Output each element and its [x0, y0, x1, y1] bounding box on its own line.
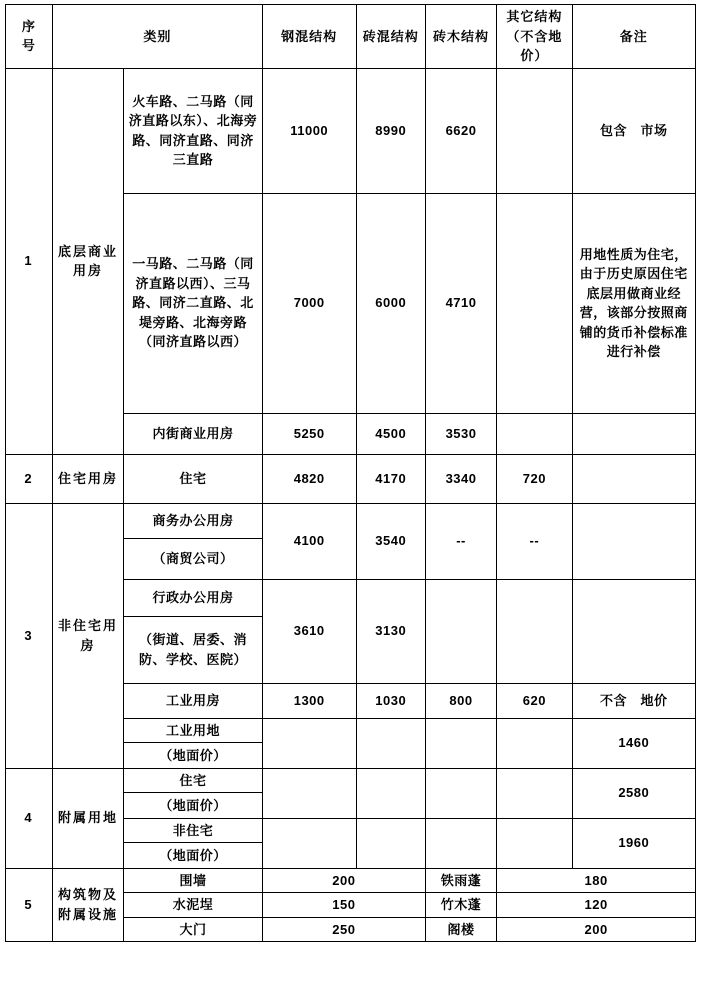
row-other-2-1: 720 — [497, 454, 572, 503]
header-rc: 钢混结构 — [262, 5, 356, 69]
row-bw-3-1: -- — [425, 503, 496, 579]
header-brick-concrete: 砖混结构 — [356, 5, 425, 69]
row-rc-1-2: 7000 — [262, 193, 356, 413]
row-rc-3-1: 4100 — [262, 503, 356, 579]
row-desc-3-4 — [124, 718, 263, 768]
row-name-5-2b: 竹木蓬 — [425, 893, 496, 918]
row-bw-1-2: 4710 — [425, 193, 496, 413]
row-seq-2: 2 — [6, 454, 53, 503]
compensation-table — [5, 4, 696, 942]
row-seq-5: 5 — [6, 868, 53, 942]
row-seq-1: 1 — [6, 68, 53, 454]
table-row — [6, 68, 696, 193]
row-rc-3-3: 1300 — [262, 683, 356, 718]
row-name-5-2a: 水泥埕 — [124, 893, 263, 918]
row-bw-1-3: 3530 — [425, 413, 496, 454]
row-remark-4-2: 1960 — [572, 818, 695, 868]
row-desc-1-3: 内街商业用房 — [124, 413, 263, 454]
row-value-5-3b: 200 — [497, 917, 696, 942]
row-desc-3-3: 工业用房 — [124, 683, 263, 718]
row-rc-4-1 — [262, 768, 356, 818]
row-bw-4-1 — [425, 768, 496, 818]
row-category-5: 构筑物及附属设施 — [52, 868, 123, 942]
row-remark-1-1: 包含 市场 — [572, 68, 695, 193]
row-bw-1-1: 6620 — [425, 68, 496, 193]
row-other-4-1 — [497, 768, 572, 818]
row-bc-1-3: 4500 — [356, 413, 425, 454]
row-category-3: 非住宅用房 — [52, 503, 123, 768]
header-seq — [6, 5, 53, 69]
row-other-3-1: -- — [497, 503, 572, 579]
row-other-3-2 — [497, 579, 572, 683]
row-bw-3-2 — [425, 579, 496, 683]
row-desc-4-2a: 非住宅 — [172, 822, 214, 838]
table-row — [6, 768, 696, 818]
row-name-5-1b: 铁雨蓬 — [425, 868, 496, 893]
row-bw-3-4 — [425, 718, 496, 768]
table-row — [6, 503, 696, 538]
row-desc-3-1b: （商贸公司） — [124, 538, 263, 579]
row-bc-1-2: 6000 — [356, 193, 425, 413]
row-desc-4-1a: 住宅 — [179, 772, 207, 788]
row-desc-4-1 — [124, 768, 263, 818]
row-value-5-1a: 200 — [262, 868, 425, 893]
row-name-5-1a: 围墙 — [124, 868, 263, 893]
row-desc-1-2: 一马路、二马路（同济直路以西）、三马路、同济二直路、北堤旁路、北海旁路（同济直路以西） — [124, 193, 263, 413]
row-bc-3-4 — [356, 718, 425, 768]
row-bw-3-3: 800 — [425, 683, 496, 718]
header-remark: 备注 — [572, 5, 695, 69]
row-desc-4-2b: （地面价） — [124, 842, 262, 866]
row-rc-1-3: 5250 — [262, 413, 356, 454]
row-other-3-3: 620 — [497, 683, 572, 718]
row-rc-2-1: 4820 — [262, 454, 356, 503]
row-desc-3-2b: （街道、居委、消防、学校、医院） — [124, 616, 263, 683]
row-remark-1-3 — [572, 413, 695, 454]
row-remark-4-1: 2580 — [572, 768, 695, 818]
row-desc-4-2 — [124, 818, 263, 868]
row-other-1-1 — [497, 68, 572, 193]
row-bw-2-1: 3340 — [425, 454, 496, 503]
row-other-1-2 — [497, 193, 572, 413]
row-desc-3-4b: （地面价） — [124, 742, 262, 766]
row-desc-4-1b: （地面价） — [124, 792, 262, 816]
header-brick-wood: 砖木结构 — [425, 5, 496, 69]
row-desc-2-1: 住宅 — [124, 454, 263, 503]
row-remark-3-4: 1460 — [572, 718, 695, 768]
row-other-3-4 — [497, 718, 572, 768]
row-rc-3-4 — [262, 718, 356, 768]
table-header-row — [6, 5, 696, 69]
row-value-5-2a: 150 — [262, 893, 425, 918]
row-other-1-3 — [497, 413, 572, 454]
row-category-1: 底层商业用房 — [52, 68, 123, 454]
row-rc-1-1: 11000 — [262, 68, 356, 193]
table-row — [6, 868, 696, 893]
row-remark-3-3: 不含 地价 — [572, 683, 695, 718]
row-bc-3-2: 3130 — [356, 579, 425, 683]
header-seq-line2: 号 — [21, 38, 36, 54]
row-seq-3: 3 — [6, 503, 53, 768]
row-desc-3-2a: 行政办公用房 — [124, 579, 263, 616]
row-value-5-3a: 250 — [262, 917, 425, 942]
row-remark-3-2 — [572, 579, 695, 683]
row-bc-4-1 — [356, 768, 425, 818]
header-other: 其它结构（不含地价） — [497, 5, 572, 69]
row-bc-3-1: 3540 — [356, 503, 425, 579]
row-name-5-3b: 阁楼 — [425, 917, 496, 942]
row-bw-4-2 — [425, 818, 496, 868]
header-seq-line1: 序 — [21, 18, 36, 34]
table-row — [6, 454, 696, 503]
row-name-5-3a: 大门 — [124, 917, 263, 942]
row-seq-4: 4 — [6, 768, 53, 868]
row-bc-4-2 — [356, 818, 425, 868]
row-bc-3-3: 1030 — [356, 683, 425, 718]
row-remark-3-1 — [572, 503, 695, 579]
row-rc-4-2 — [262, 818, 356, 868]
row-bc-2-1: 4170 — [356, 454, 425, 503]
row-desc-3-1a: 商务办公用房 — [124, 503, 263, 538]
row-remark-2-1 — [572, 454, 695, 503]
row-desc-3-4a: 工业用地 — [166, 722, 221, 738]
row-remark-1-2: 用地性质为住宅，由于历史原因住宅底层用做商业经营，该部分按照商铺的货币补偿标准进行补偿 — [572, 193, 695, 413]
header-category: 类别 — [52, 5, 262, 69]
row-desc-1-1: 火车路、二马路（同济直路以东）、北海旁路、同济直路、同济三直路 — [124, 68, 263, 193]
row-bc-1-1: 8990 — [356, 68, 425, 193]
row-value-5-2b: 120 — [497, 893, 696, 918]
row-rc-3-2: 3610 — [262, 579, 356, 683]
row-other-4-2 — [497, 818, 572, 868]
row-category-2: 住宅用房 — [52, 454, 123, 503]
row-category-4: 附属用地 — [52, 768, 123, 868]
row-value-5-1b: 180 — [497, 868, 696, 893]
